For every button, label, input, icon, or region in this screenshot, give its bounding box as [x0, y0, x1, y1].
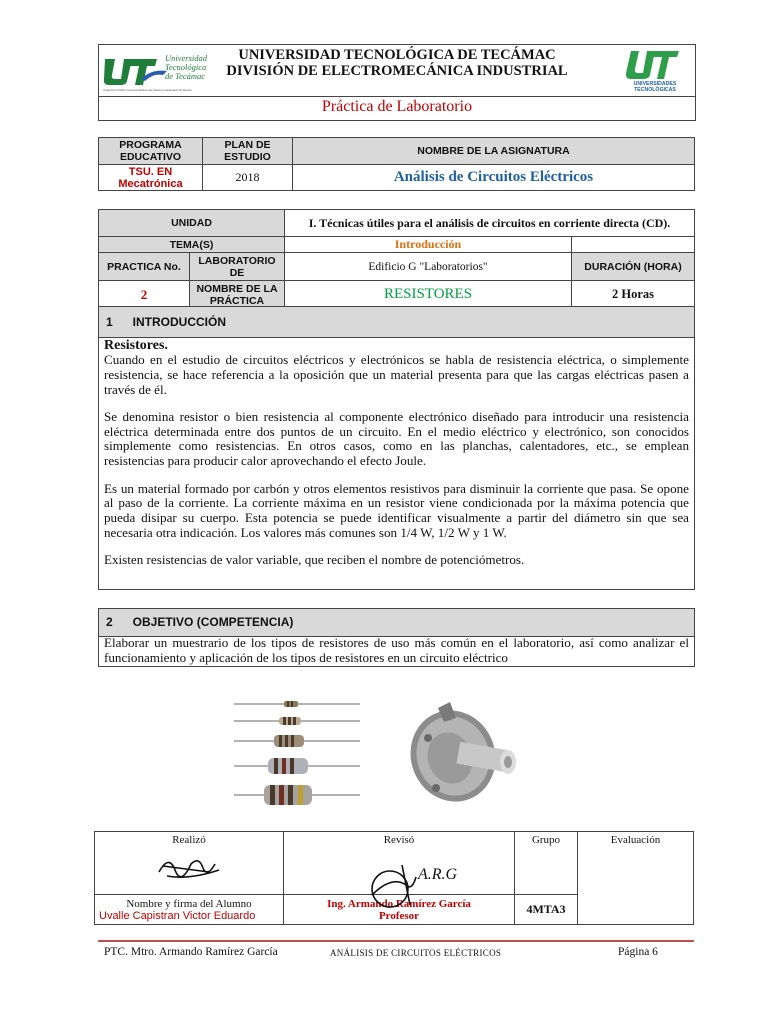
- practica-label: PRACTICA No.: [99, 253, 190, 281]
- section-1-body: [98, 337, 695, 590]
- section-2-title: 2 OBJETIVO (COMPETENCIA): [106, 615, 294, 629]
- objective-text: Elaborar un muestrario de los tipos de resistores de uso más común en el laboratorio, así como analizar el funcionamiento y aplicación de los tipos de resistores en un circuito eléctrico: [104, 635, 689, 665]
- duracion-label: DURACIÓN (HORA): [572, 253, 695, 281]
- section-1-header: [98, 306, 695, 338]
- subject-header: NOMBRE DE LA ASIGNATURA: [293, 138, 695, 165]
- section-2-body: [98, 636, 695, 667]
- section-1-title: 1 INTRODUCCIÓN: [106, 315, 227, 329]
- logo-line-3: de Tecámac: [165, 71, 206, 81]
- footer-page: Página 6: [618, 946, 658, 958]
- logo-line-2: Tecnológica: [165, 62, 207, 72]
- alumno-label: Nombre y firma del Alumno: [126, 897, 252, 910]
- practice-title-row: [98, 95, 696, 121]
- realizo-label: Realizó: [172, 834, 206, 846]
- logo-line-1: Universidad: [165, 53, 208, 63]
- ut-line-1: UNIVERSIDADES: [633, 81, 677, 87]
- section-2-header: [98, 608, 695, 637]
- profesor-name: Ing. Armando Ramírez García: [327, 897, 471, 910]
- temas-empty: [572, 237, 695, 253]
- subject-value: Análisis de Circuitos Eléctricos: [293, 165, 695, 191]
- unidad-value: I. Técnicas útiles para el análisis de circuitos en corriente directa (CD).: [285, 210, 695, 237]
- footer-left: PTC. Mtro. Armando Ramírez García: [104, 946, 278, 958]
- intro-paragraph-2: Se denomina resistor o bien resistencia al componente electrónico diseñado para introducir una resistencia eléctrica determinada entre dos puntos de un circuito. En el medio eléctrico y electrónico, son conocidos simplemente como resistencias. En otros casos, como en las planchas, calentadores, etc., se emplean resistencias para producir calor aprovechando el efecto Joule.: [104, 408, 689, 469]
- document-header: [98, 44, 696, 97]
- plan-value: 2018: [203, 165, 293, 191]
- potentiometer-image: [398, 688, 528, 818]
- reviso-label: Revisó: [383, 834, 415, 846]
- university-name: UNIVERSIDAD TECNOLÓGICA DE TECÁMAC: [238, 47, 556, 63]
- realizo-cell: [95, 832, 284, 895]
- alumno-cell: [95, 895, 284, 925]
- duracion-value: 2 Horas: [572, 281, 695, 309]
- profesor-cell: [284, 895, 515, 925]
- reviso-cell: [284, 832, 515, 895]
- ut-line-2: TECNOLÓGICAS: [634, 87, 676, 93]
- laboratorio-label: LABORATORIO DE: [190, 253, 285, 281]
- evaluacion-cell: [578, 832, 694, 925]
- unit-table: [98, 209, 695, 309]
- intro-paragraph-1: Cuando en el estudio de circuitos eléctricos y electrónicos se habla de resistencia eléctrica, o simplemente resistencia, se hace referencia a la oposición que un material presenta para que las cargas eléctricas pasen a través de él.: [104, 352, 689, 397]
- footer-center: ANÁLISIS DE CIRCUITOS ELÉCTRICOS: [330, 948, 502, 958]
- logo-tagline: Organismo Público Descentralizado del Gobierno del Estado de México: [103, 88, 192, 92]
- temas-label: TEMA(S): [99, 237, 285, 253]
- student-signature: [99, 850, 279, 887]
- practica-no: 2: [99, 281, 190, 309]
- plan-header: PLAN DE ESTUDIO: [203, 138, 293, 165]
- grupo-label: Grupo: [531, 834, 561, 846]
- program-header: PROGRAMA EDUCATIVO: [99, 138, 203, 165]
- program-value: TSU. EN Mecatrónica: [99, 165, 203, 191]
- alumno-name: Uvalle Capistran Victor Eduardo: [99, 909, 256, 922]
- resistores-subtitle: Resistores.: [104, 338, 168, 353]
- evaluacion-label: Evaluación: [610, 834, 661, 846]
- intro-paragraph-3: Es un material formado por carbón y otros elementos resistivos para disminuir la corriente que pasa. Se opone al paso de la corriente. La corriente máxima en un resistor viene condicionada por la máxima potencia que pueda disipar su cuerpo. Esta potencia se puede identificar visualmente a partir del diámetro sin que sea necesaria otra indicación. Los valores más comunes son 1/4 W, 1/2 W y 1 W.: [104, 480, 689, 540]
- temas-value: Introducción: [285, 237, 572, 253]
- program-table: [98, 137, 695, 191]
- signature-table: [94, 831, 694, 925]
- grupo-cell: [515, 832, 578, 895]
- practice-title: Práctica de Laboratorio: [321, 98, 473, 115]
- header-title: [99, 47, 695, 79]
- profesor-role: Profesor: [378, 909, 420, 922]
- intro-paragraph-4: Existen resistencias de valor variable, que reciben el nombre de potenciómetros.: [104, 552, 525, 568]
- nombre-value: RESISTORES: [285, 281, 572, 309]
- ut-network-logo: [617, 47, 693, 93]
- footer-rule: [98, 940, 694, 942]
- division-name: DIVISIÓN DE ELECTROMECÁNICA INDUSTRIAL: [226, 63, 568, 79]
- laboratorio-value: Edificio G "Laboratorios": [285, 253, 572, 281]
- fixed-resistors-image: [232, 694, 362, 814]
- unidad-label: UNIDAD: [99, 210, 285, 237]
- reviewer-signature-text: A.R.G: [418, 866, 458, 883]
- nombre-label: NOMBRE DE LA PRÁCTICA: [190, 281, 285, 309]
- grupo-value: 4MTA3: [515, 895, 578, 925]
